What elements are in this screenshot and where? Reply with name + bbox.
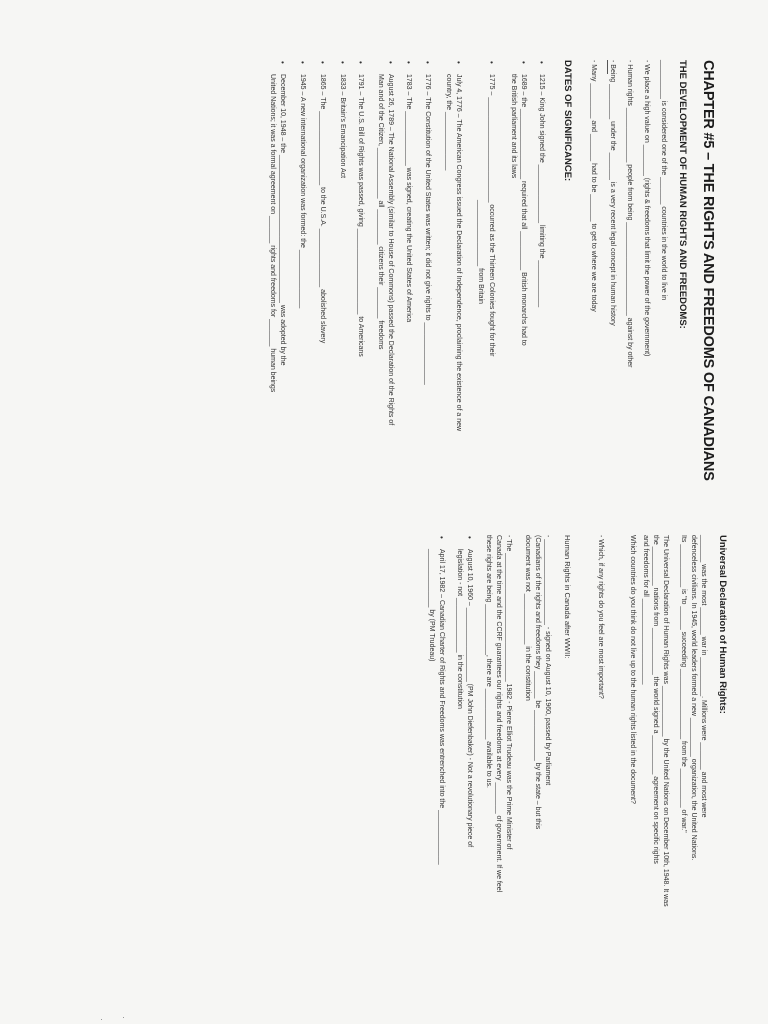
section-heading-canada: Human Rights in Canada after WWII: [563,535,572,659]
section-heading-udhr: Universal Declaration of Human Rights: [717,535,728,714]
date-item: • 1833 – Britain's Emancipation Act [338,60,347,514]
date-item: • 1945 – A new international organization was formed: the _______________ [298,60,307,514]
canada-date-item: • April 17, 1982 – Canadian Charter of Rights and Freedoms was entrenched into the ______________ [437,535,446,989]
date-item: • 1775 – ___________________________ occurred as the Thirteen Colonies fought for their [487,60,496,514]
intro-line: - Many _________ and _______ had to be _______ to get to where we are today [590,60,597,312]
date-item-continued: Man and of the Citizen, _____________ all _________ citizens their ________ freedoms [377,74,384,350]
date-item-continued: United Nations; it was a formal agreement on _______ rights and freedoms for _______ human beings [269,74,276,393]
date-item-continued: the British parliament and its laws [510,74,517,179]
udhr-line: Its ___________ is "to ______ succeeding __________________ from the __________ of war." [680,535,687,833]
date-item-continued: country, the _______________ [445,74,452,171]
canada-line: (Canadians of the rights and freedoms they _______ be _____________ by the state – but this [534,535,541,830]
udhr-line: defenceless civilians. In 1945, world leaders formed a new __________ organization, the United Nations. [690,535,697,861]
canada-date-item-continued: _______________ by (PM Trudeau) [428,549,435,662]
intro-line: __________ is considered one of the _______ countries in the world to live in [660,60,667,301]
date-item: • 1783 – The ______________ was signed, creating the United States of America [404,60,413,514]
canada-line: Canada at the time and the CCRF guarantees our rights and freedoms at every ________ of government. If we feel [495,535,502,893]
scan-artifact: · [100,1014,103,1024]
canada-date-item: • August 10, 1960 – ___________________ (PM John Diefenbaker) - Not a revolutionary piece of [465,535,474,989]
canada-line: document was not _____________ in the constitution [524,535,531,701]
section-heading-development: THE DEVELOPMENT OF HUMAN RIGHTS AND FREEDOMS: [677,60,688,329]
canada-date-item-continued: legislation - not ______________ in the constitution [456,549,463,709]
canada-line: - The _________________________________ 1982 - Pierre Elliot Trudeau was the Prime Minister of [505,535,512,850]
date-item: • August 26, 1789 – The National Assembly (similar to House of Commons) passed the Declaration of the Rights of [386,60,395,514]
date-item: • 1776 – The Constitution of the United States was written; it did not give rights to ________________ [423,60,432,514]
scan-artifact: · [122,1012,125,1022]
date-item: • 1865 – The ___________________ to the U.S.A. _______________ abolished slavery [318,60,327,514]
intro-line: - Human rights ______________ people from being ________________________ against by other [626,60,633,368]
date-item-continued: _________________ from Britain [477,200,484,304]
date-item: • 1215 – King John signed the _______________ limiting the ____________ [537,60,546,514]
canada-line: - ______________________ - signed on August 10, 1960, passed by Parliament [544,535,551,786]
intro-line: - Being _________ under the _______ is a very recent legal concept in human history [609,60,616,326]
date-item: • December 10, 1948 – the ______________________________________ was adopted by the [278,60,287,514]
section-heading-dates: DATES OF SIGNIFICANCE: [562,60,573,182]
udhr-question: Which countries do you think do not live up to the human rights listed in the document? [629,535,636,804]
date-item: • July 4, 1776 – The American Congress issued the Declaration of Independence, proclaiming the existence of a new [454,60,463,514]
date-item: • 1689 – the __________________ required that all __________ British monarchs had to [519,60,528,514]
udhr-line: The Universal Declaration of Human Rights was _____________ by the United Nations on December 10th, 1948. It was [662,535,669,907]
intro-line: - We place a high value on ________ (rights & freedoms that limit the power of the government) [643,60,650,357]
udhr-line: _______ was the most _______ war in __________. Millions were _______ and most were [700,535,707,818]
date-item: • 1791 – The U.S. Bill of Rights was passed, giving ______________________ to Americans [356,60,365,514]
canada-line: these rights are being _____________, there are _____________ available to us. [485,535,492,788]
page-title: CHAPTER #5 – THE RIGHTS AND FREEDOMS OF CANADIANS [700,60,716,481]
udhr-question: - Which, if any rights do you feel are most important? [597,535,604,699]
udhr-line: and freedoms for all ______________________ [642,535,649,685]
udhr-line: the __________ nations from ____________ the world signed a __________ agreement on specific rights [652,535,659,864]
